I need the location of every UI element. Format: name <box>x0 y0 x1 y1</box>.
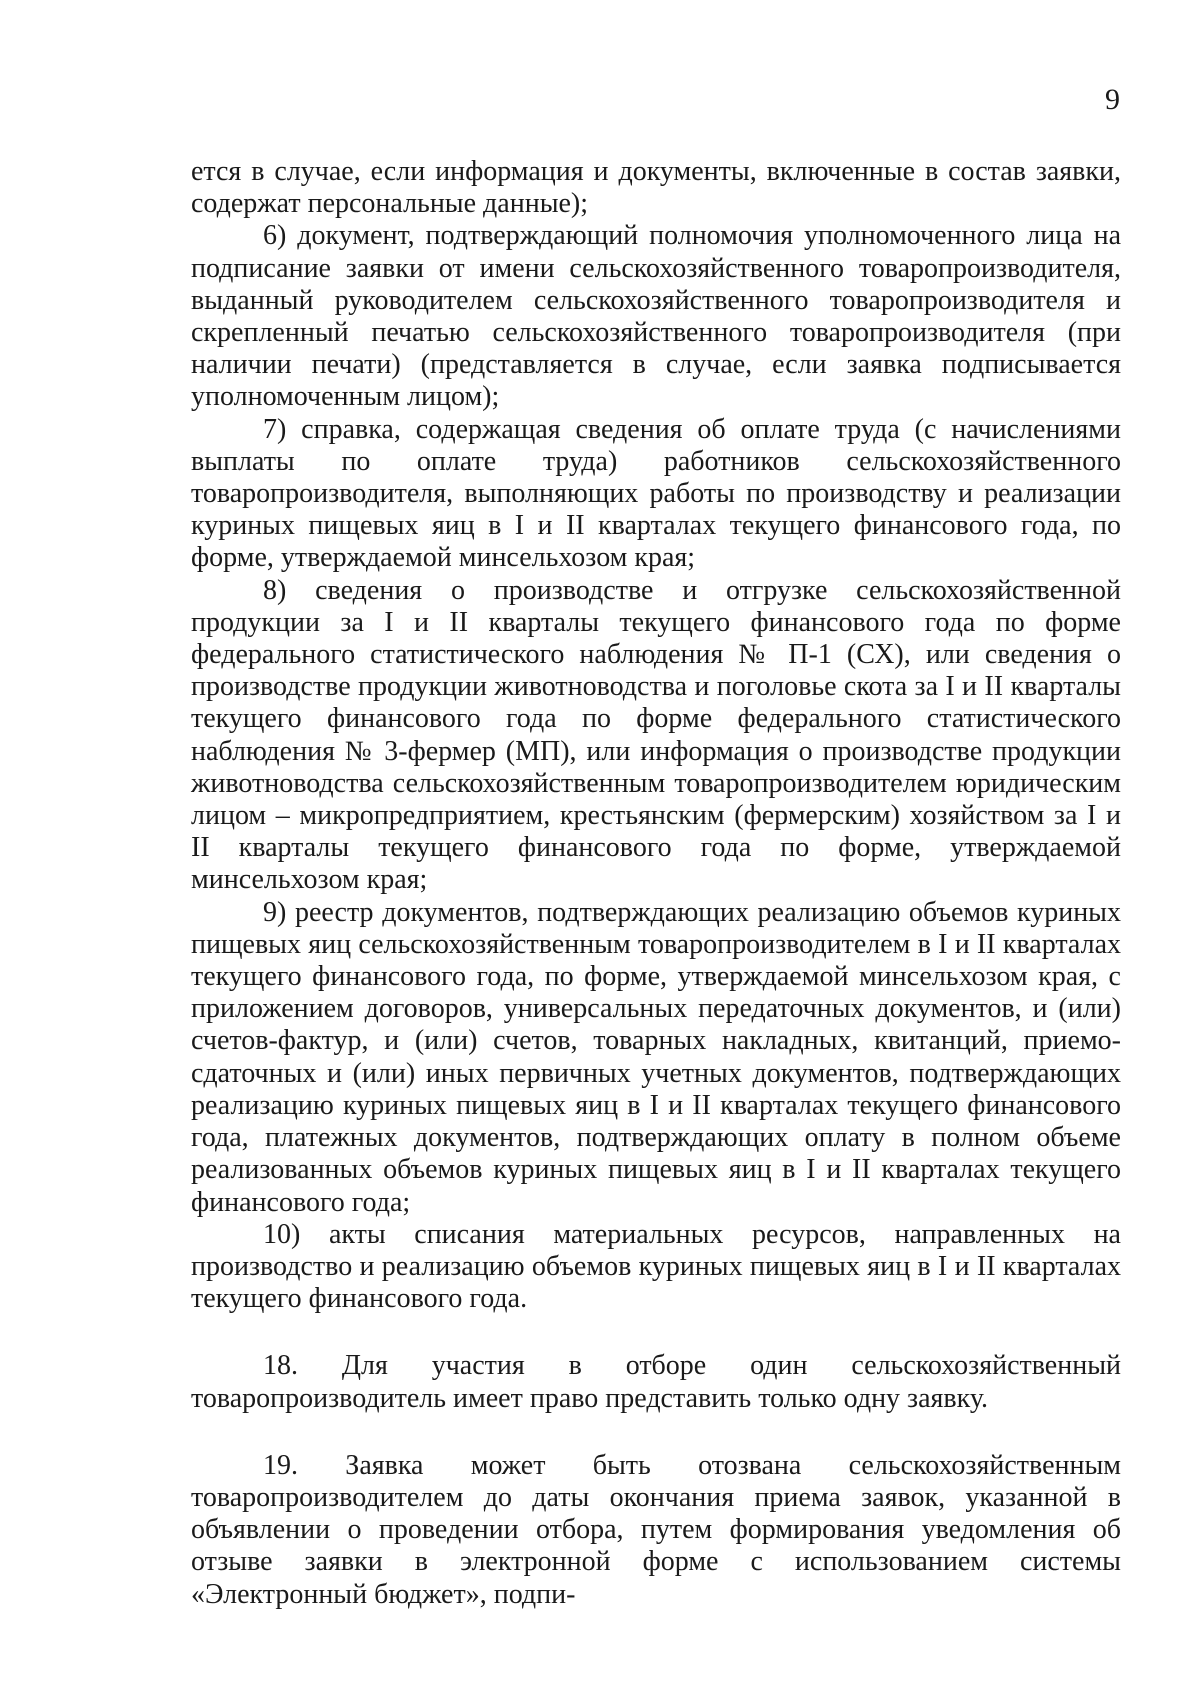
page-number: 9 <box>1105 83 1120 116</box>
list-item-7: 7) справка, содержащая сведения об оплате труда (с начислениями выплаты по оплате труда) работников сельскохозяйственного товаропроизводителя, выполняющих работы по производству и реализации куриных пищевых яиц в I и II кварталах текущего финансового года, по форме, утверждаемой минсельхозом края; <box>191 413 1121 574</box>
clause-18: 18. Для участия в отборе один сельскохозяйственный товаропроизводитель имеет право представить только одну заявку. <box>191 1350 1121 1414</box>
clause-19: 19. Заявка может быть отозвана сельскохозяйственным товаропроизводителем до даты окончания приема заявок, указанной в объявлении о проведении отбора, путем формирования уведомления об отзыве заявки в электронной форме с использованием системы «Электронный бюджет», подпи- <box>191 1449 1121 1610</box>
paragraph-continuation: ется в случае, если информация и документы, включенные в состав заявки, содержат персональные данные); <box>191 156 1121 220</box>
list-item-9: 9) реестр документов, подтверждающих реализацию объемов куриных пищевых яиц сельскохозяйственным товаропроизводителем в I и II кварталах текущего финансового года, по форме, утверждаемой минсельхозом края, с приложением договоров, универсальных передаточных документов, и (или) счетов-фактур, и (или) счетов, товарных накладных, квитанций, приемо-сдаточных и (или) иных первичных учетных документов, подтверждающих реализацию куриных пищевых яиц в I и II кварталах текущего финансового года, платежных документов, подтверждающих оплату в полном объеме реализованных объемов куриных пищевых яиц в I и II кварталах текущего финансового года; <box>191 896 1121 1218</box>
list-item-10: 10) акты списания материальных ресурсов, направленных на производство и реализацию объемов куриных пищевых яиц в I и II кварталах текущего финансового года. <box>191 1218 1121 1315</box>
list-item-6: 6) документ, подтверждающий полномочия уполномоченного лица на подписание заявки от имени сельскохозяйственного товаропроизводителя, выданный руководителем сельскохозяйственного товаропроизводителя и скрепленный печатью сельскохозяйственного товаропроизводителя (при наличии печати) (представляется в случае, если заявка подписывается уполномоченным лицом); <box>191 220 1121 413</box>
document-body <box>191 156 1121 1611</box>
list-item-8: 8) сведения о производстве и отгрузке сельскохозяйственной продукции за I и II кварталы текущего финансового года по форме федерального статистического наблюдения № П-1 (СХ), или сведения о производстве продукции животноводства и поголовье скота за I и II кварталы текущего финансового года по форме федерального статистического наблюдения № 3-фермер (МП), или информация о производстве продукции животноводства сельскохозяйственным товаропроизводителем юридическим лицом – микропредприятием, крестьянским (фермерским) хозяйством за I и II кварталы текущего финансового года по форме, утверждаемой минсельхозом края; <box>191 574 1121 896</box>
